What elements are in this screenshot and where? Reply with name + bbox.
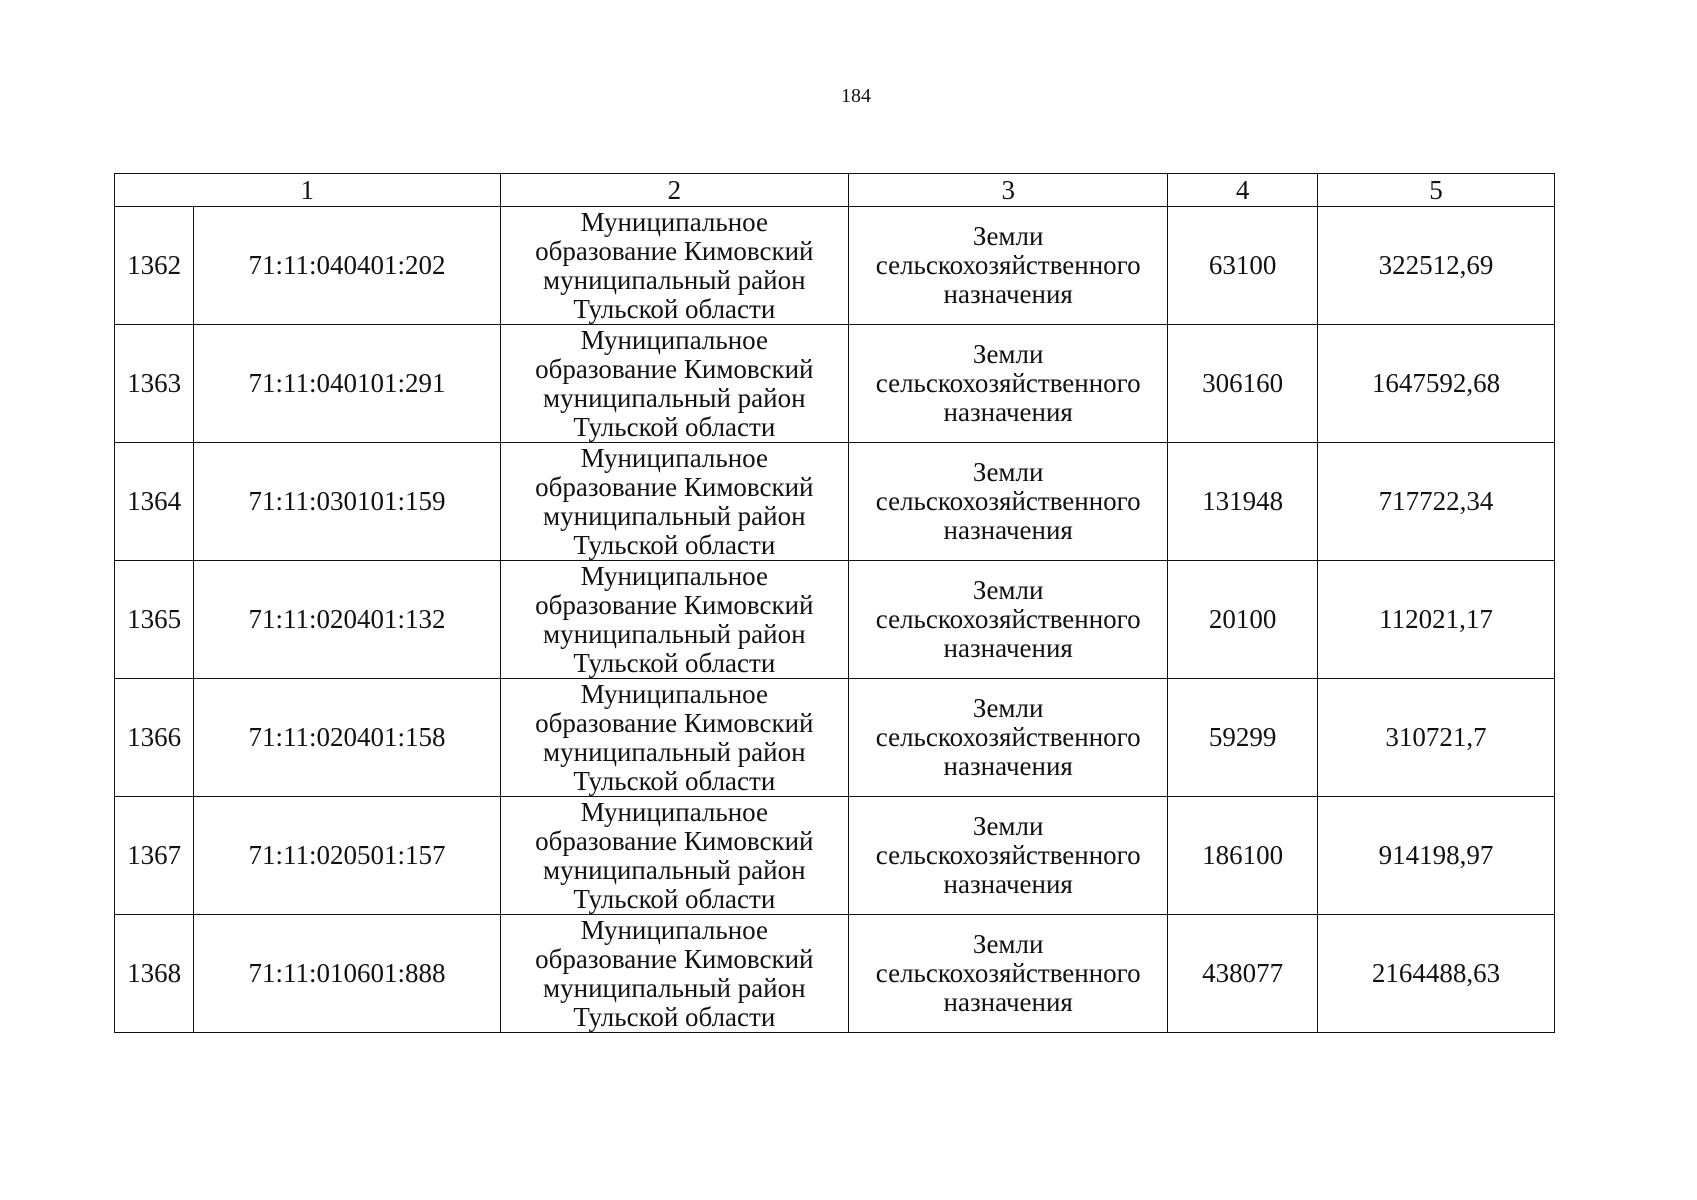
cadastral-value-cell: 1647592,68	[1317, 325, 1554, 443]
land-category-cell	[849, 207, 1168, 325]
owner-line: Муниципальное	[580, 560, 768, 591]
owner-line: образование Кимовский	[535, 707, 814, 738]
category-line: назначения	[943, 869, 1073, 899]
owner-line: Тульской области	[573, 647, 776, 678]
owner-line: Тульской области	[573, 883, 776, 914]
category-line: сельскохозяйственного	[875, 368, 1141, 398]
owner-line: образование Кимовский	[535, 943, 814, 974]
owner-line: Тульской области	[573, 529, 776, 560]
category-line: сельскохозяйственного	[875, 486, 1141, 516]
area-cell: 186100	[1168, 797, 1318, 915]
header-cell-3: 3	[849, 174, 1168, 207]
area-cell: 63100	[1168, 207, 1318, 325]
category-line: назначения	[943, 515, 1073, 545]
table-row	[115, 561, 1555, 679]
owner-line: муниципальный район	[543, 618, 806, 649]
owner-line: образование Кимовский	[535, 471, 814, 502]
owner-line: Муниципальное	[580, 324, 768, 355]
owner-line: Муниципальное	[580, 206, 768, 237]
category-line: Земли	[972, 457, 1044, 487]
area-cell: 20100	[1168, 561, 1318, 679]
category-line: сельскохозяйственного	[875, 604, 1141, 634]
cadastral-number-cell: 71:11:010601:888	[194, 915, 500, 1033]
owner-line: Муниципальное	[580, 796, 768, 827]
category-line: назначения	[943, 751, 1073, 781]
row-number-cell: 1368	[115, 915, 194, 1033]
cadastral-number-cell: 71:11:030101:159	[194, 443, 500, 561]
category-line: Земли	[972, 693, 1044, 723]
category-line: сельскохозяйственного	[875, 958, 1141, 988]
owner-line: муниципальный район	[543, 736, 806, 767]
cadastral-number-cell: 71:11:020401:158	[194, 679, 500, 797]
owner-line: Муниципальное	[580, 678, 768, 709]
owner-line: образование Кимовский	[535, 825, 814, 856]
owner-cell	[500, 915, 848, 1033]
row-number-cell: 1363	[115, 325, 194, 443]
owner-line: образование Кимовский	[535, 589, 814, 620]
owner-cell	[500, 561, 848, 679]
owner-line: муниципальный район	[543, 264, 806, 295]
land-plots-table	[114, 173, 1555, 1033]
table-body	[115, 174, 1555, 1033]
row-number-cell: 1364	[115, 443, 194, 561]
owner-line: муниципальный район	[543, 382, 806, 413]
owner-line: Муниципальное	[580, 914, 768, 945]
cadastral-number-cell: 71:11:020501:157	[194, 797, 500, 915]
cadastral-value-cell: 310721,7	[1317, 679, 1554, 797]
cadastral-value-cell: 2164488,63	[1317, 915, 1554, 1033]
cadastral-value-cell: 112021,17	[1317, 561, 1554, 679]
owner-cell	[500, 207, 848, 325]
owner-cell	[500, 797, 848, 915]
category-line: Земли	[972, 811, 1044, 841]
owner-line: Тульской области	[573, 1001, 776, 1032]
owner-line: муниципальный район	[543, 972, 806, 1003]
category-line: назначения	[943, 279, 1073, 309]
area-cell: 59299	[1168, 679, 1318, 797]
table-row	[115, 325, 1555, 443]
row-number-cell: 1366	[115, 679, 194, 797]
area-cell: 438077	[1168, 915, 1318, 1033]
owner-cell	[500, 325, 848, 443]
category-line: Земли	[972, 221, 1044, 251]
table-row	[115, 797, 1555, 915]
table-row	[115, 679, 1555, 797]
cadastral-value-cell: 914198,97	[1317, 797, 1554, 915]
owner-cell	[500, 679, 848, 797]
owner-line: образование Кимовский	[535, 353, 814, 384]
land-category-cell	[849, 915, 1168, 1033]
cadastral-number-cell: 71:11:040101:291	[194, 325, 500, 443]
land-category-cell	[849, 561, 1168, 679]
header-cell-2: 2	[500, 174, 848, 207]
row-number-cell: 1362	[115, 207, 194, 325]
area-cell: 306160	[1168, 325, 1318, 443]
category-line: Земли	[972, 929, 1044, 959]
cadastral-value-cell: 322512,69	[1317, 207, 1554, 325]
land-category-cell	[849, 797, 1168, 915]
owner-line: Тульской области	[573, 765, 776, 796]
table-row	[115, 207, 1555, 325]
cadastral-value-cell: 717722,34	[1317, 443, 1554, 561]
header-cell-4: 4	[1168, 174, 1318, 207]
owner-line: муниципальный район	[543, 854, 806, 885]
owner-line: Муниципальное	[580, 442, 768, 473]
owner-cell	[500, 443, 848, 561]
category-line: Земли	[972, 339, 1044, 369]
category-line: назначения	[943, 397, 1073, 427]
owner-line: Тульской области	[573, 411, 776, 442]
category-line: сельскохозяйственного	[875, 840, 1141, 870]
land-category-cell	[849, 325, 1168, 443]
row-number-cell: 1367	[115, 797, 194, 915]
page-number: 184	[841, 85, 871, 107]
cadastral-number-cell: 71:11:040401:202	[194, 207, 500, 325]
land-category-cell	[849, 443, 1168, 561]
cadastral-number-cell: 71:11:020401:132	[194, 561, 500, 679]
category-line: назначения	[943, 633, 1073, 663]
header-cell-5: 5	[1317, 174, 1554, 207]
table-header-row	[115, 174, 1555, 207]
land-category-cell	[849, 679, 1168, 797]
owner-line: образование Кимовский	[535, 235, 814, 266]
row-number-cell: 1365	[115, 561, 194, 679]
category-line: назначения	[943, 987, 1073, 1017]
owner-line: Тульской области	[573, 293, 776, 324]
table-row	[115, 443, 1555, 561]
category-line: сельскохозяйственного	[875, 722, 1141, 752]
category-line: сельскохозяйственного	[875, 250, 1141, 280]
header-cell-1: 1	[115, 174, 501, 207]
owner-line: муниципальный район	[543, 500, 806, 531]
area-cell: 131948	[1168, 443, 1318, 561]
category-line: Земли	[972, 575, 1044, 605]
table-row	[115, 915, 1555, 1033]
